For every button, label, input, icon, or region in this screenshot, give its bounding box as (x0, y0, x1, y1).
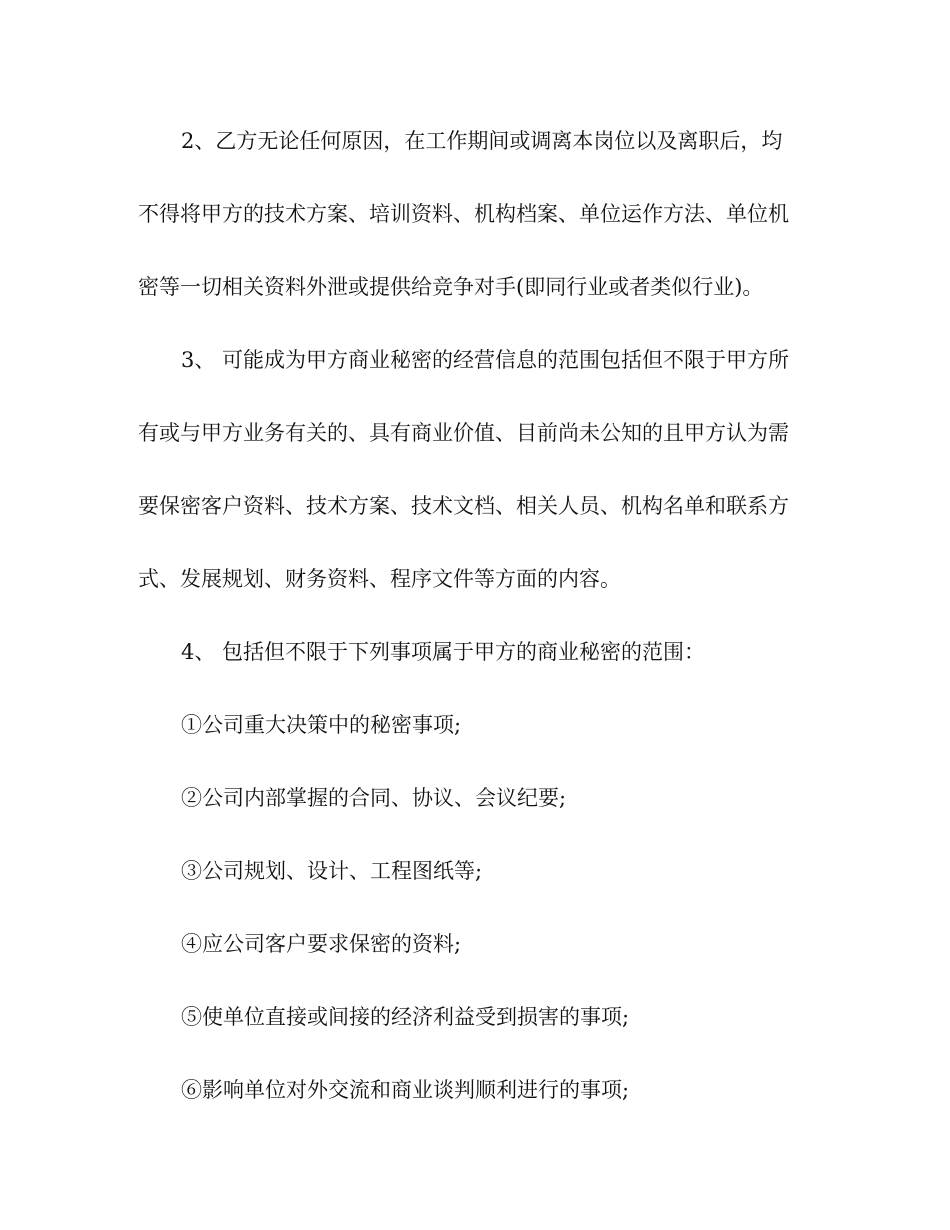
clause-3-line-3: 要保密客户资料、技术方案、技术文档、相关人员、机构名单和联系方 (138, 494, 789, 518)
list-item-3: ③公司规划、设计、工程图纸等; (181, 859, 483, 883)
list-item-6: ⑥影响单位对外交流和商业谈判顺利进行的事项; (181, 1078, 630, 1102)
clause-2-line-1: 2、乙方无论任何原因，在工作期间或调离本岗位以及离职后，均 (181, 129, 783, 153)
clause-3-line-4: 式、发展规划、财务资料、程序文件等方面的内容。 (138, 567, 621, 591)
list-item-5: ⑤使单位直接或间接的经济利益受到损害的事项; (181, 1005, 630, 1029)
clause-3-line-1: 3、 可能成为甲方商业秘密的经营信息的范围包括但不限于甲方所 (181, 348, 790, 372)
clause-2-line-3: 密等一切相关资料外泄或提供给竞争对手(即同行业或者类似行业)。 (138, 275, 764, 299)
list-item-2: ②公司内部掌握的合同、协议、会议纪要; (181, 786, 567, 810)
clause-3-line-2: 有或与甲方业务有关的、具有商业价值、目前尚未公知的且甲方认为需 (138, 421, 789, 445)
clause-2-line-2: 不得将甲方的技术方案、培训资料、机构档案、单位运作方法、单位机 (138, 202, 789, 226)
list-item-1: ①公司重大决策中的秘密事项; (181, 713, 462, 737)
clause-4-heading: 4、 包括但不限于下列事项属于甲方的商业秘密的范围： (181, 640, 706, 664)
list-item-4: ④应公司客户要求保密的资料; (181, 932, 462, 956)
